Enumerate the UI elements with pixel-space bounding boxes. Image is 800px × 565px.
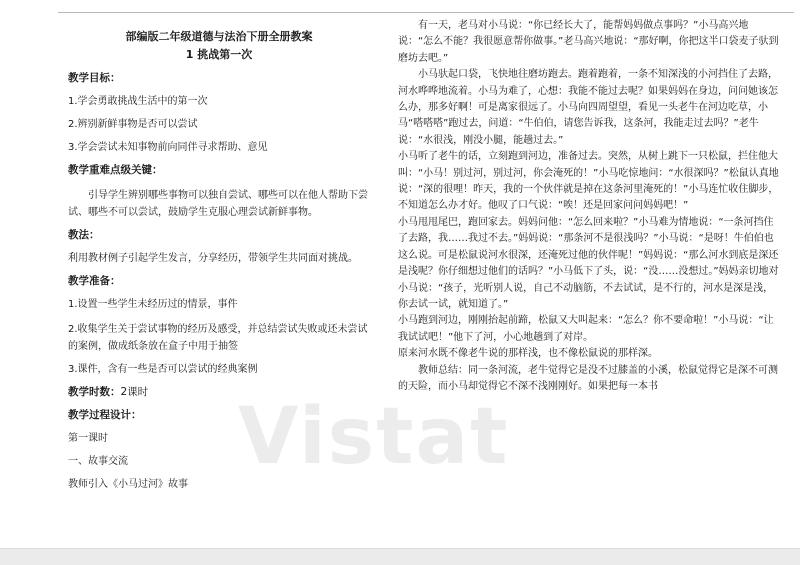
process-heading: 教学过程设计：: [68, 409, 142, 421]
story-paragraph: 小马听了老牛的话，立刻跑到河边，准备过去。突然，从树上跳下一只松鼠，拦住他大叫：“小马！别过河，别过河，你会淹死的！”小马吃惊地问：“水很深吗？”松鼠认真地说：“深的很哩！昨天，我的一个伙伴就是掉在这条河里淹死的！”小马连忙收住脚步，不知道怎么办才好。他叹了口气说：“唉！还是回家问问妈妈吧！”: [398, 151, 779, 212]
prep-heading: 教学准备：: [68, 275, 121, 287]
story-intro: 教师引入《小马过河》故事: [68, 479, 188, 490]
page-bottom-edge: [0, 548, 800, 565]
section-heading: 一、故事交流: [68, 456, 128, 467]
method-heading: 教法：: [68, 229, 100, 241]
time-value: 2课时: [120, 386, 149, 398]
header-rule: [58, 12, 794, 13]
goal-item: 3.学会尝试未知事物前向同伴寻求帮助、意见: [68, 142, 268, 153]
goal-item: 2.辨别新鲜事物是否可以尝试: [68, 119, 198, 130]
story-paragraph: 小马甩甩尾巴，跑回家去。妈妈问他：“怎么回来啦？”小马难为情地说：“一条河挡住了去路，我……我过不去。”妈妈说：“那条河不是很浅吗？”小马说：“是呀！牛伯伯也这么说。可是松鼠说河水很深，还淹死过他的伙伴呢！”妈妈说：“那么河水到底是深还是浅呢？你仔细想过他们的话吗？”小马低下了头，说：“没……没想过。”妈妈亲切地对小马说：“孩子，光听别人说，自己不动脑筋，不去试试，是不行的，河水是深是浅，你去试一试，就知道了。”: [398, 216, 779, 310]
lesson-period: 第一课时: [68, 433, 108, 444]
story-paragraph: 原来河水既不像老牛说的那样浅，也不像松鼠说的那样深。: [398, 348, 658, 360]
goal-item: 1.学会勇敢挑战生活中的第一次: [68, 96, 208, 107]
watermark: Vistat: [238, 392, 510, 482]
prep-item: 3.课件，含有一些是否可以尝试的经典案例: [68, 364, 258, 375]
prep-item: 1.设置一些学生未经历过的情景，事件: [68, 299, 238, 310]
teacher-summary: 教师总结：同一条河流，老牛觉得它是没不过膝盖的小溪，松鼠觉得它是深不可测的天险，而小马却觉得它不深不浅刚刚好。如果把每一本书: [398, 364, 778, 392]
key-heading: 教学重难点级关键：: [68, 164, 163, 176]
method-text: 利用教材例子引起学生发言，分享经历，带领学生共同面对挑战。: [68, 253, 358, 264]
time-heading: 教学时数：: [68, 386, 121, 398]
story-paragraph: 有一天，老马对小马说：“你已经长大了，能帮妈妈做点事吗？”小马高兴地说：“怎么不能？我很愿意帮你做事。”老马高兴地说：“那好啊，你把这半口袋麦子驮到磨坊去吧。”: [398, 20, 779, 64]
lesson-title: 1 挑战第一次: [185, 48, 253, 61]
story-paragraph: 小马跑到河边，刚刚抬起前蹄，松鼠又大叫起来：“怎么？你不要命啦！”小马说：“让我试试吧！”他下了河，小心地趟到了对岸。: [398, 315, 774, 343]
document-title: 部编版二年级道德与法治下册全册教案: [125, 30, 313, 43]
prep-item: 2.收集学生关于尝试事物的经历及感受，并总结尝试失败或还未尝试的案例，做成纸条放在盒子中用于抽签: [68, 324, 368, 352]
story-paragraph: 小马驮起口袋，飞快地往磨坊跑去。跑着跑着，一条不知深浅的小河挡住了去路，河水哗哗地流着。小马为难了，心想：我能不能过去呢？如果妈妈在身边，问问她该怎么办，那多好啊！可是离家很远了。小马向四周望望，看见一头老牛在河边吃草，小马“嗒嗒嗒”跑过去，问道：“牛伯伯，请您告诉我，这条河，我能走过去吗？”老牛说：“水很浅，刚没小腿，能趟过去。”: [398, 69, 778, 146]
right-column: [398, 18, 783, 395]
key-text: 引导学生辨别哪些事物可以独自尝试、哪些可以在他人帮助下尝试、哪些不可以尝试，鼓励学生克服心理尝试新鲜事物。: [68, 190, 368, 218]
goals-heading: 教学目标：: [68, 72, 121, 84]
